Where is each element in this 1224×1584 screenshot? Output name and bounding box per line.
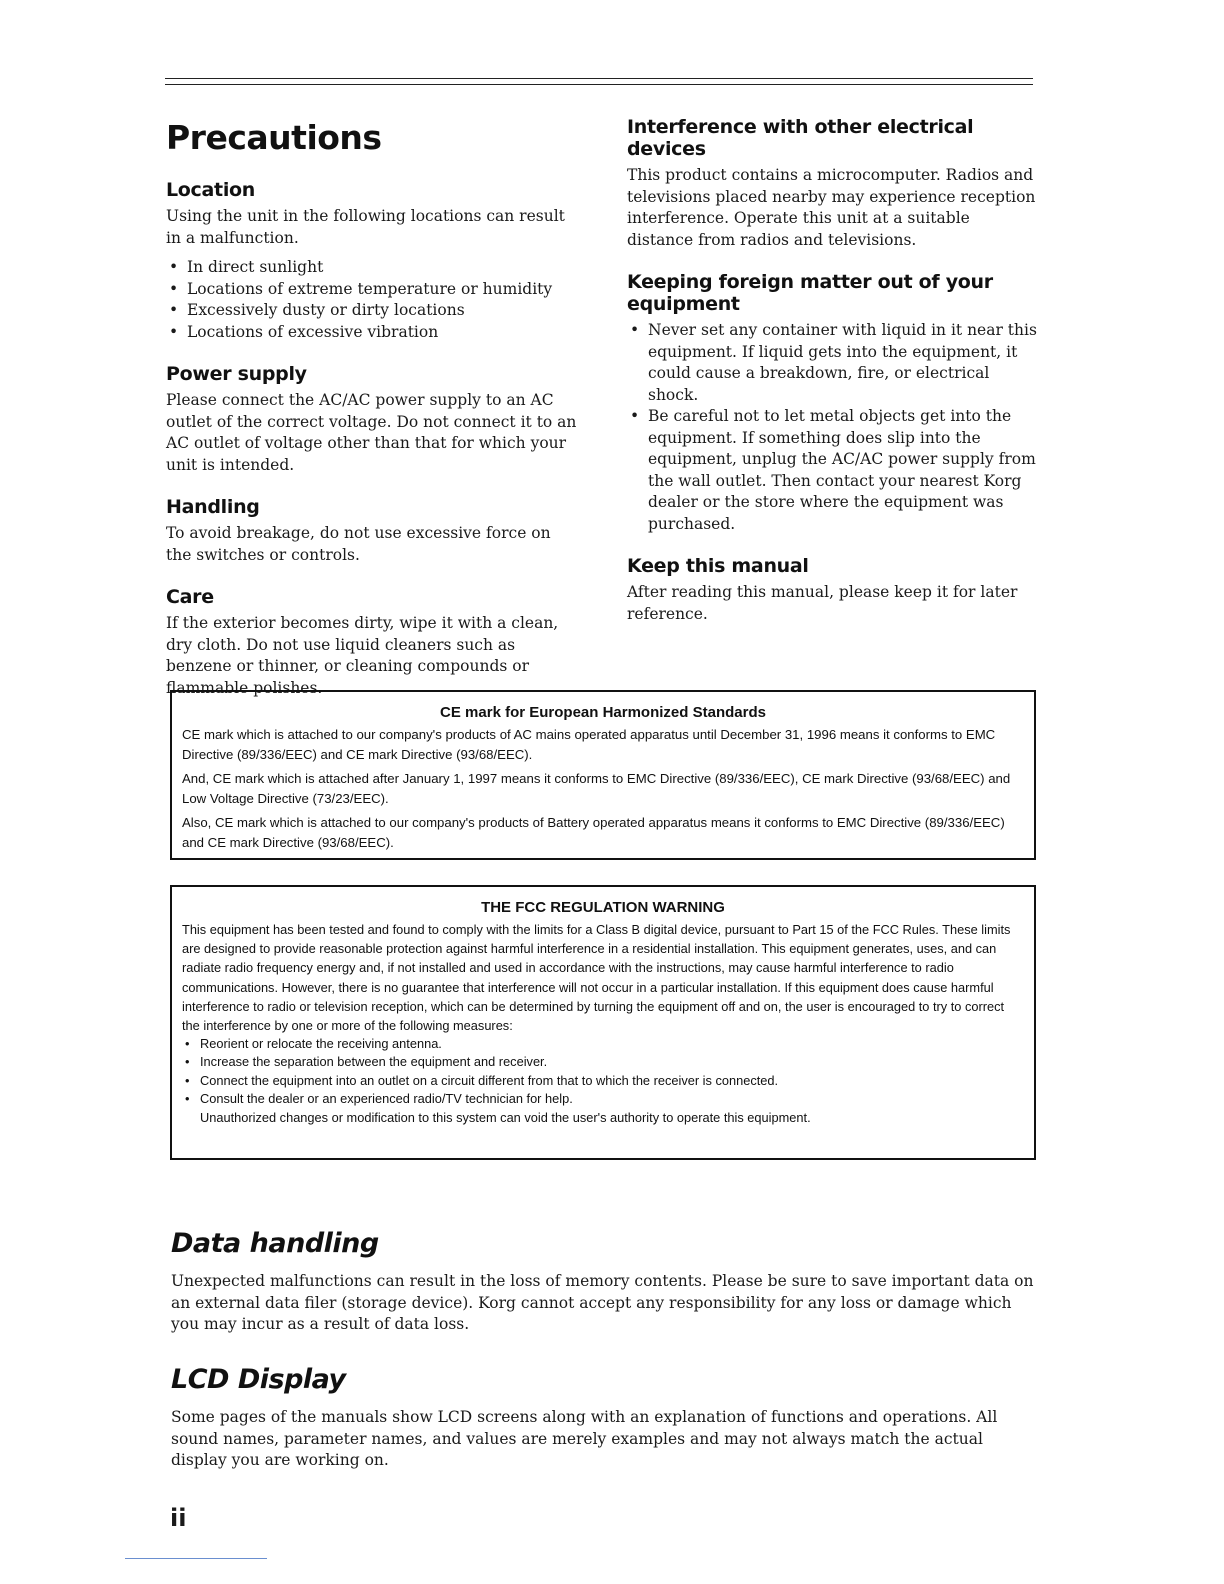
location-list <box>166 257 578 343</box>
location-intro: Using the unit in the following locations can result in a malfunction. <box>166 207 565 247</box>
foreign-matter-heading: Keeping foreign matter out of your equipment <box>627 271 993 315</box>
data-handling-text: Unexpected malfunctions can result in the loss of memory contents. Please be sure to save important data on an external data filer (storage device). Korg cannot accept any responsibility for any loss or damage which you may incur as a result of data loss. <box>171 1272 1034 1333</box>
list-item: • Be careful not to let metal objects get into the equipment. If something does slip into the equipment, unplug the AC/AC power supply from the wall outlet. Then contact your nearest Korg dealer or the store where the equipment was purchased. <box>627 406 1037 535</box>
list-item: • Locations of excessive vibration <box>166 322 578 344</box>
care-text: If the exterior becomes dirty, wipe it with a clean, dry cloth. Do not use liquid cleaners such as benzene or thinner, or cleaning compounds or flammable polishes. <box>166 614 559 697</box>
footer-line <box>125 1558 267 1559</box>
keep-manual-text: After reading this manual, please keep it for later reference. <box>627 583 1018 623</box>
ce-mark-paragraph: CE mark which is attached to our company's products of AC mains operated apparatus until December 31, 1996 means it conforms to EMC Directive (89/336/EEC) and CE mark Directive (93/68/EEC). <box>182 727 996 762</box>
handling-text: To avoid breakage, do not use excessive force on the switches or controls. <box>166 524 551 564</box>
foreign-matter-list <box>627 320 1037 535</box>
list-item: • Reorient or relocate the receiving antenna. <box>182 1035 1024 1053</box>
interference-text: This product contains a microcomputer. Radios and televisions placed nearby may experience reception interference. Operate this unit at a suitable distance from radios and televisions. <box>627 166 1036 249</box>
page-title: Precautions <box>166 118 382 157</box>
lcd-display-title: LCD Display <box>171 1364 346 1395</box>
top-rule <box>165 78 1033 79</box>
care-heading: Care <box>166 586 214 608</box>
list-item: • In direct sunlight <box>166 257 578 279</box>
left-column <box>166 118 578 699</box>
page-number: ii <box>170 1504 187 1532</box>
power-heading: Power supply <box>166 363 307 385</box>
fcc-measures-list <box>182 1035 1024 1108</box>
fcc-closing-text: Unauthorized changes or modification to this system can void the user's authority to operate this equipment. <box>200 1110 811 1126</box>
fcc-warning-text: This equipment has been tested and found to comply with the limits for a Class B digital device, pursuant to Part 15 of the FCC Rules. These limits are designed to provide reasonable protection against harmful interference in a residential installation. This equipment generates, uses, and can radiate radio frequency energy and, if not installed and used in accordance with the instructions, may cause harmful interference to radio communications. However, there is no guarantee that interference will not occur in a particular installation. If this equipment does cause harmful interference to radio or television reception, which can be determined by turning the equipment off and on, the user is encouraged to try to correct the interference by one or more of the following measures: <box>182 922 1011 1034</box>
list-item: • Never set any container with liquid in it near this equipment. If liquid gets into the equipment, it could cause a breakdown, fire, or electrical shock. <box>627 320 1037 406</box>
right-column <box>627 116 1037 625</box>
lcd-display-section <box>171 1364 1041 1472</box>
ce-mark-title: CE mark for European Harmonized Standards <box>440 704 766 721</box>
list-item: • Connect the equipment into an outlet on a circuit different from that to which the receiver is connected. <box>182 1072 1024 1090</box>
list-item: • Excessively dusty or dirty locations <box>166 300 578 322</box>
ce-mark-box <box>170 690 1036 860</box>
list-item: • Consult the dealer or an experienced radio/TV technician for help. <box>182 1090 1024 1108</box>
lcd-display-text: Some pages of the manuals show LCD screens along with an explanation of functions and operations. All sound names, parameter names, and values are merely examples and may not always match the actual display you are working on. <box>171 1408 998 1469</box>
ce-mark-paragraph: Also, CE mark which is attached to our company's products of Battery operated apparatus means it conforms to EMC Directive (89/336/EEC) and CE mark Directive (93/68/EEC). <box>182 815 1005 850</box>
location-heading: Location <box>166 179 256 201</box>
data-handling-title: Data handling <box>171 1228 379 1259</box>
top-rule-2 <box>165 84 1033 85</box>
ce-mark-paragraph: And, CE mark which is attached after January 1, 1997 means it conforms to EMC Directive (89/336/EEC), CE mark Directive (93/68/EEC) and Low Voltage Directive (73/23/EEC). <box>182 771 1011 806</box>
fcc-warning-title: THE FCC REGULATION WARNING <box>481 899 725 916</box>
fcc-warning-box <box>170 885 1036 1160</box>
list-item: • Increase the separation between the equipment and receiver. <box>182 1053 1024 1071</box>
keep-manual-heading: Keep this manual <box>627 555 809 577</box>
power-text: Please connect the AC/AC power supply to an AC outlet of the correct voltage. Do not connect it to an AC outlet of voltage other than that for which your unit is intended. <box>166 391 577 474</box>
data-handling-section <box>171 1228 1041 1336</box>
handling-heading: Handling <box>166 496 260 518</box>
interference-heading: Interference with other electrical devices <box>627 116 974 160</box>
list-item: • Locations of extreme temperature or humidity <box>166 279 578 301</box>
